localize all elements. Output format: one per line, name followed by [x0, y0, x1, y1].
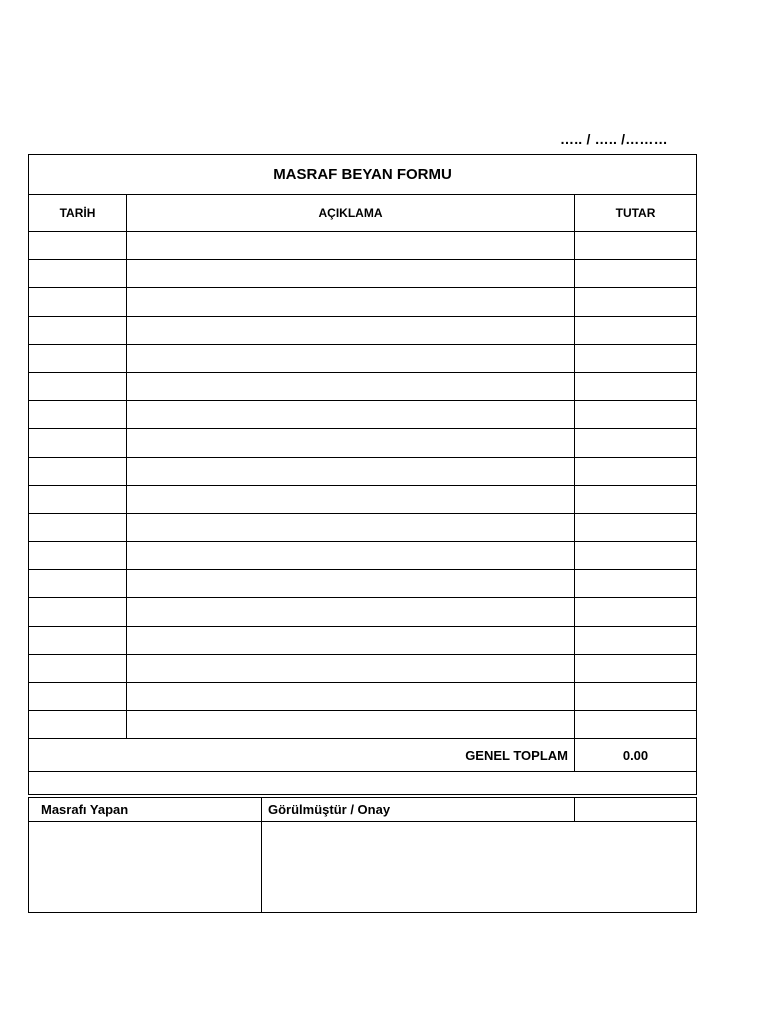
expense-row — [29, 598, 697, 626]
title-row — [29, 155, 697, 195]
description-cell[interactable] — [127, 401, 575, 429]
description-cell[interactable] — [127, 542, 575, 570]
date-cell[interactable] — [29, 232, 127, 260]
column-header-amount: TUTAR — [575, 195, 697, 232]
date-placeholder: ….. / ….. /……… — [560, 131, 668, 147]
description-cell[interactable] — [127, 683, 575, 711]
amount-cell[interactable] — [575, 316, 697, 344]
date-cell[interactable] — [29, 485, 127, 513]
column-header-description: AÇIKLAMA — [127, 195, 575, 232]
expense-row — [29, 542, 697, 570]
expense-row — [29, 429, 697, 457]
expense-row — [29, 570, 697, 598]
date-cell[interactable] — [29, 372, 127, 400]
amount-cell[interactable] — [575, 598, 697, 626]
expense-row — [29, 485, 697, 513]
description-cell[interactable] — [127, 626, 575, 654]
spacer-row — [29, 772, 697, 795]
amount-cell[interactable] — [575, 429, 697, 457]
date-cell[interactable] — [29, 513, 127, 541]
amount-cell[interactable] — [575, 288, 697, 316]
signature-body-row — [29, 822, 697, 913]
description-cell[interactable] — [127, 513, 575, 541]
date-cell[interactable] — [29, 288, 127, 316]
expense-row — [29, 372, 697, 400]
amount-cell[interactable] — [575, 626, 697, 654]
description-cell[interactable] — [127, 598, 575, 626]
expense-row — [29, 654, 697, 682]
date-cell[interactable] — [29, 711, 127, 739]
grand-total-value: 0.00 — [575, 739, 697, 772]
amount-cell[interactable] — [575, 457, 697, 485]
expense-row — [29, 626, 697, 654]
header-row — [29, 195, 697, 232]
description-cell[interactable] — [127, 654, 575, 682]
date-cell[interactable] — [29, 344, 127, 372]
date-cell[interactable] — [29, 316, 127, 344]
expense-table — [28, 154, 697, 795]
amount-cell[interactable] — [575, 485, 697, 513]
signature-extra-cell — [575, 798, 697, 822]
expense-row — [29, 683, 697, 711]
date-cell[interactable] — [29, 542, 127, 570]
date-cell[interactable] — [29, 598, 127, 626]
amount-cell[interactable] — [575, 711, 697, 739]
column-header-date: TARİH — [29, 195, 127, 232]
total-row — [29, 739, 697, 772]
signature-header-row — [29, 798, 697, 822]
amount-cell[interactable] — [575, 232, 697, 260]
description-cell[interactable] — [127, 570, 575, 598]
description-cell[interactable] — [127, 485, 575, 513]
amount-cell[interactable] — [575, 401, 697, 429]
expense-row — [29, 288, 697, 316]
approval-label: Görülmüştür / Onay — [262, 798, 575, 822]
expense-row — [29, 513, 697, 541]
description-cell[interactable] — [127, 344, 575, 372]
description-cell[interactable] — [127, 372, 575, 400]
description-cell[interactable] — [127, 316, 575, 344]
expense-row — [29, 232, 697, 260]
description-cell[interactable] — [127, 429, 575, 457]
description-cell[interactable] — [127, 288, 575, 316]
date-cell[interactable] — [29, 457, 127, 485]
amount-cell[interactable] — [575, 513, 697, 541]
expense-row — [29, 401, 697, 429]
date-cell[interactable] — [29, 401, 127, 429]
amount-cell[interactable] — [575, 372, 697, 400]
expense-row — [29, 316, 697, 344]
amount-cell[interactable] — [575, 654, 697, 682]
date-cell[interactable] — [29, 260, 127, 288]
date-cell[interactable] — [29, 683, 127, 711]
form-title: MASRAF BEYAN FORMU — [29, 155, 697, 195]
date-cell[interactable] — [29, 626, 127, 654]
expense-row — [29, 457, 697, 485]
expense-row — [29, 344, 697, 372]
expense-row — [29, 260, 697, 288]
description-cell[interactable] — [127, 711, 575, 739]
signature-table — [28, 797, 697, 913]
description-cell[interactable] — [127, 457, 575, 485]
date-cell[interactable] — [29, 654, 127, 682]
grand-total-label: GENEL TOPLAM — [29, 739, 575, 772]
amount-cell[interactable] — [575, 570, 697, 598]
spender-signature-area[interactable] — [29, 822, 262, 913]
spender-label: Masrafı Yapan — [29, 798, 262, 822]
spacer-cell — [29, 772, 697, 795]
expense-row — [29, 711, 697, 739]
amount-cell[interactable] — [575, 344, 697, 372]
date-cell[interactable] — [29, 429, 127, 457]
description-cell[interactable] — [127, 260, 575, 288]
amount-cell[interactable] — [575, 683, 697, 711]
approval-signature-area[interactable] — [262, 822, 697, 913]
amount-cell[interactable] — [575, 260, 697, 288]
date-cell[interactable] — [29, 570, 127, 598]
description-cell[interactable] — [127, 232, 575, 260]
amount-cell[interactable] — [575, 542, 697, 570]
